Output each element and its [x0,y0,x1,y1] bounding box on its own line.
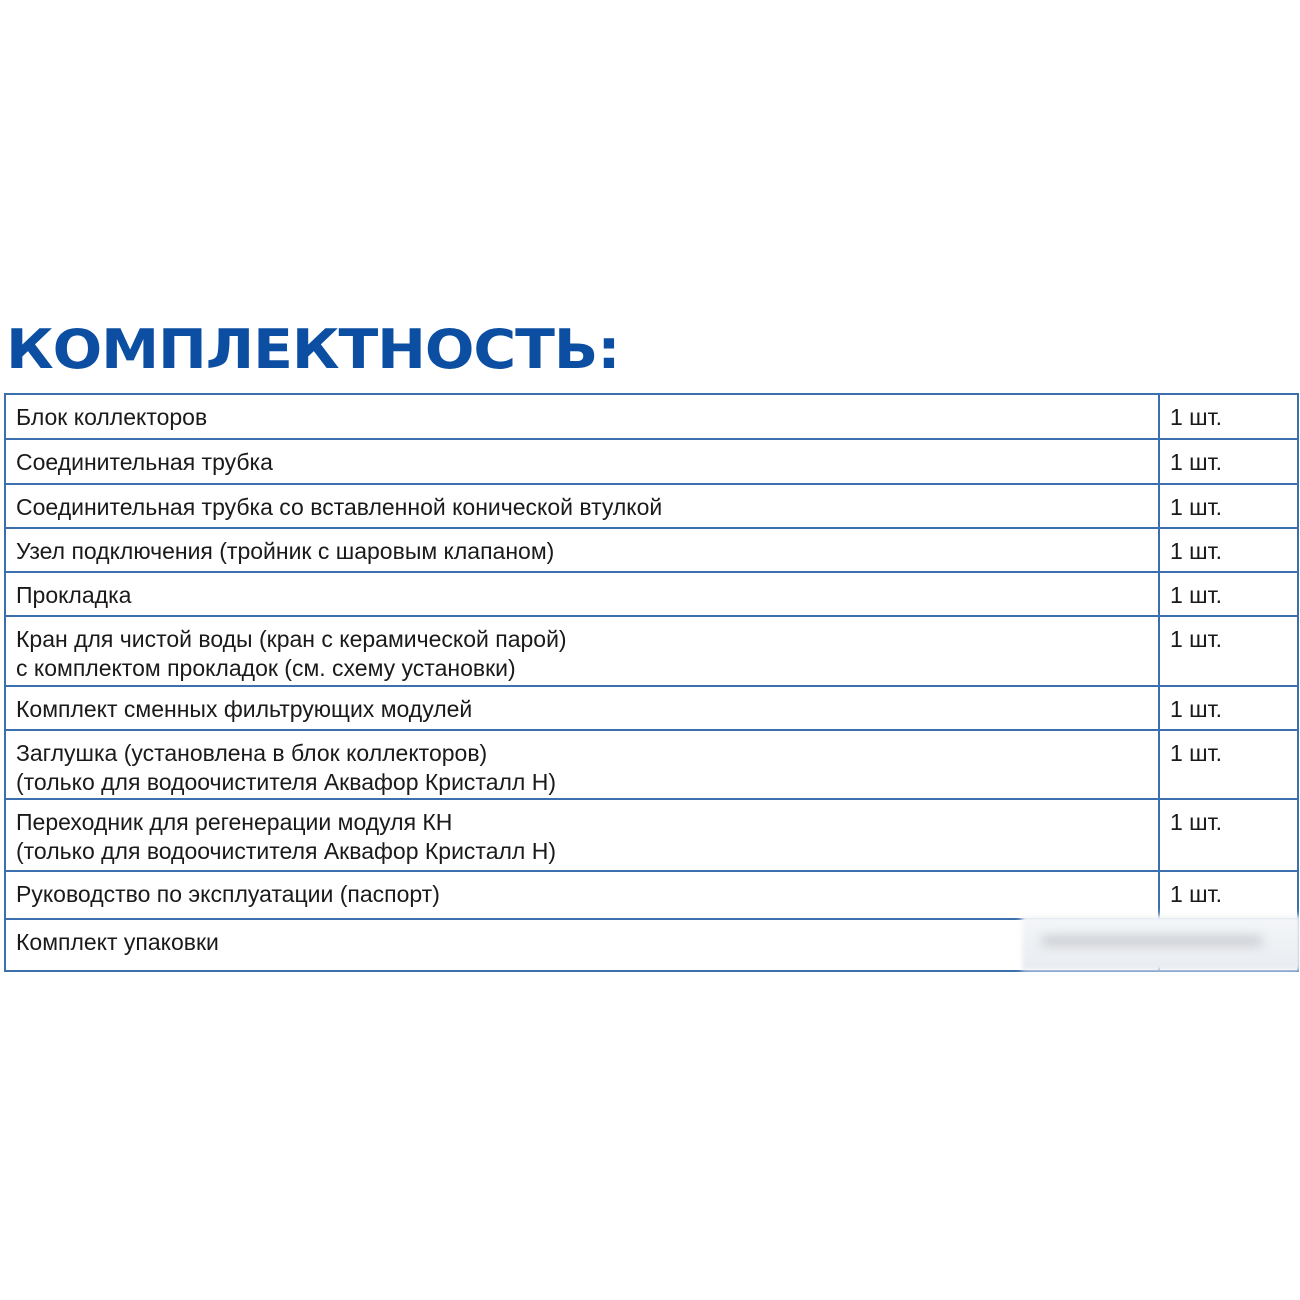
quantity-cell [1159,572,1298,616]
item-cell [5,439,1159,484]
quantity-cell [1159,799,1298,871]
table-row [5,394,1298,439]
item-name: Узел подключения (тройник с шаровым клапаном) [16,538,555,564]
table-row [5,528,1298,572]
item-name-line2: (только для водоочистителя Аквафор Кристалл Н) [16,838,556,864]
table-row [5,871,1298,919]
item-name: Заглушка (установлена в блок коллекторов) [16,740,488,766]
quantity: 1 шт. [1170,582,1223,608]
quantity-cell [1159,686,1298,730]
item-cell [5,871,1159,919]
item-cell [5,799,1159,871]
blurred-region [1022,916,1300,970]
table-row [5,484,1298,528]
item-name: Руководство по эксплуатации (паспорт) [16,881,440,907]
quantity-cell [1159,439,1298,484]
table-row [5,439,1298,484]
item-name: Кран для чистой воды (кран с керамической парой) [16,626,567,652]
item-cell [5,484,1159,528]
quantity: 1 шт. [1170,404,1223,430]
item-name: Комплект упаковки [16,929,219,955]
item-cell [5,572,1159,616]
item-cell [5,528,1159,572]
item-cell [5,616,1159,686]
quantity-cell [1159,394,1298,439]
table-row [5,616,1298,686]
item-name-line2: с комплектом прокладок (см. схему установки) [16,655,516,681]
contents-table [4,393,1299,972]
table-row [5,730,1298,799]
item-name-line2: (только для водоочистителя Аквафор Кристалл Н) [16,769,556,795]
item-name: Соединительная трубка со вставленной конической втулкой [16,494,663,520]
quantity: 1 шт. [1170,449,1223,475]
page-title: КОМПЛЕКТНОСТЬ: [6,318,620,381]
item-cell [5,686,1159,730]
quantity: 1 шт. [1170,881,1223,907]
quantity: 1 шт. [1170,626,1223,652]
item-cell [5,394,1159,439]
item-name: Комплект сменных фильтрующих модулей [16,696,473,722]
quantity-cell [1159,871,1298,919]
item-cell [5,919,1159,971]
item-name: Переходник для регенерации модуля КН [16,809,453,835]
quantity-cell [1159,730,1298,799]
table-row [5,799,1298,871]
table-row [5,572,1298,616]
table-row [5,686,1298,730]
quantity-cell [1159,484,1298,528]
quantity-cell [1159,528,1298,572]
item-name: Соединительная трубка [16,449,273,475]
quantity: 1 шт. [1170,494,1223,520]
quantity-cell [1159,616,1298,686]
item-name: Блок коллекторов [16,404,208,430]
quantity: 1 шт. [1170,809,1223,835]
quantity: 1 шт. [1170,740,1223,766]
item-cell [5,730,1159,799]
quantity: 1 шт. [1170,538,1223,564]
item-name: Прокладка [16,582,132,608]
quantity: 1 шт. [1170,696,1223,722]
